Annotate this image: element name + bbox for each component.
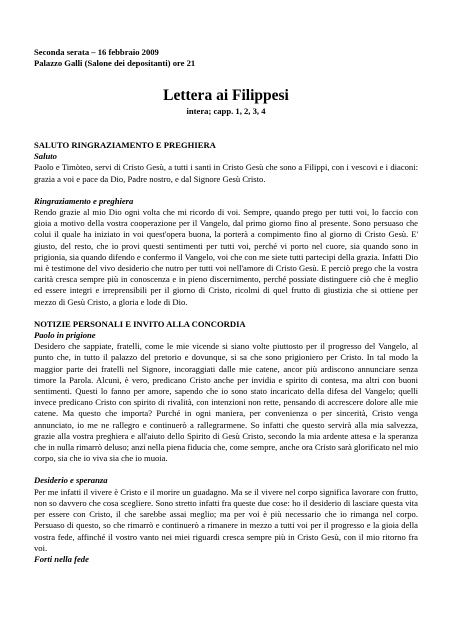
subsection-heading: Ringraziamento e preghiera bbox=[34, 195, 134, 206]
subsection-heading: Paolo in prigione bbox=[34, 330, 96, 341]
document-title: Lettera ai Filippesi bbox=[163, 87, 289, 104]
subsection-heading: Saluto bbox=[34, 151, 57, 162]
paragraph: Desidero che sappiate, fratelli, come le mie vicende si siano volte piuttosto per il progresso del Vangelo, al punto che, in tutto il palazzo del pretorio e dovunque, si sa che sono prigioniero per Cristo. In tal modo la maggior parte dei fratelli nel Signore, incoraggiati dalle mie catene, ancor più ardiscono annunciare senza timore la Parola. Alcuni, è vero, predicano Cristo anche per invidia e spirito di contesa, ma altri con buoni sentimenti. Questi lo fanno per amore, sapendo che io sono stato incaricato della difesa del Vangelo; quelli invece predicano Cristo con spirito di rivalità, con intenzioni non rette, pensando di accrescere dolore alle mie catene. Ma questo che importa? Purché in ogni maniera, per convenienza o per sincerità, Cristo venga annunciato, io me ne rallegro e continuerò a rallegrarmene. So infatti che questo servirà alla mia salvezza, grazie alla vostra preghiera e all'aiuto dello Spirito di Gesù Cristo, secondo la mia ardente attesa e la speranza che in nulla rimarrò deluso; anzi nella piena fiducia che, come sempre, anche ora Cristo sarà glorificato nel mio corpo, sia che io viva sia che io muoia. bbox=[34, 341, 418, 464]
paragraph: Rendo grazie al mio Dio ogni volta che mi ricordo di voi. Sempre, quando prego per tutti voi, lo faccio con gioia a motivo della vostra cooperazione per il Vangelo, dal primo giorno fino al presente. Sono persuaso che colui il quale ha iniziato in voi quest'opera buona, la porterà a compimento fino al giorno di Cristo Gesù. E' giusto, del resto, che io provi questi sentimenti per tutti voi, perché vi porto nel cuore, sia quando sono in prigionia, sia quando difendo e confermo il Vangelo, voi che con me siete tutti partecipi della grazia. Infatti Dio mi è testimone del vivo desiderio che nutro per tutti voi nell'amore di Cristo Gesù. E perciò prego che la vostra carità cresca sempre più in conoscenza e in pieno discernimento, perché possiate distinguere ciò che è meglio ed essere integri e irreprensibili per il giorno di Cristo, ricolmi di quel frutto di giustizia che si ottiene per mezzo di Gesù Cristo, a gloria e lode di Dio. bbox=[34, 207, 418, 307]
event-date-line: Seconda serata – 16 febbraio 2009 bbox=[34, 47, 159, 57]
spacer bbox=[34, 464, 418, 475]
section-heading: SALUTO RINGRAZIAMENTO E PREGHIERA bbox=[34, 140, 216, 150]
event-location-line: Palazzo Galli (Salone dei depositanti) ore 21 bbox=[34, 58, 196, 68]
paragraph: Per me infatti il vivere è Cristo e il morire un guadagno. Ma se il vivere nel corpo significa lavorare con frutto, non so davvero che cosa scegliere. Sono stretto infatti fra queste due cose: ho il desiderio di lasciare questa vita per essere con Cristo, il che sarebbe assai meglio; ma per voi è più necessario che io rimanga nel corpo. Persuaso di questo, so che rimarrò e continuerò a rimanere in mezzo a tutti voi per il progresso e la gioia della vostra fede, affinché il vostro vanto nei miei riguardi cresca sempre più in Cristo Gesù, con il mio ritorno fra voi. bbox=[34, 486, 418, 553]
spacer bbox=[34, 308, 418, 319]
paragraph: Paolo e Timòteo, servi di Cristo Gesù, a tutti i santi in Cristo Gesù che sono a Filippi, con i vescovi e i diaconi: grazia a voi e pace da Dio, Padre nostro, e dal Signore Gesù Cristo. bbox=[34, 162, 418, 184]
subsection-heading: Desiderio e speranza bbox=[34, 475, 108, 486]
section-heading: NOTIZIE PERSONALI E INVITO ALLA CONCORDIA bbox=[34, 318, 246, 329]
spacer bbox=[34, 185, 418, 196]
document-subtitle: intera; capp. 1, 2, 3, 4 bbox=[186, 106, 266, 116]
subsection-heading: Forti nella fede bbox=[34, 553, 89, 564]
document-body bbox=[34, 140, 418, 565]
